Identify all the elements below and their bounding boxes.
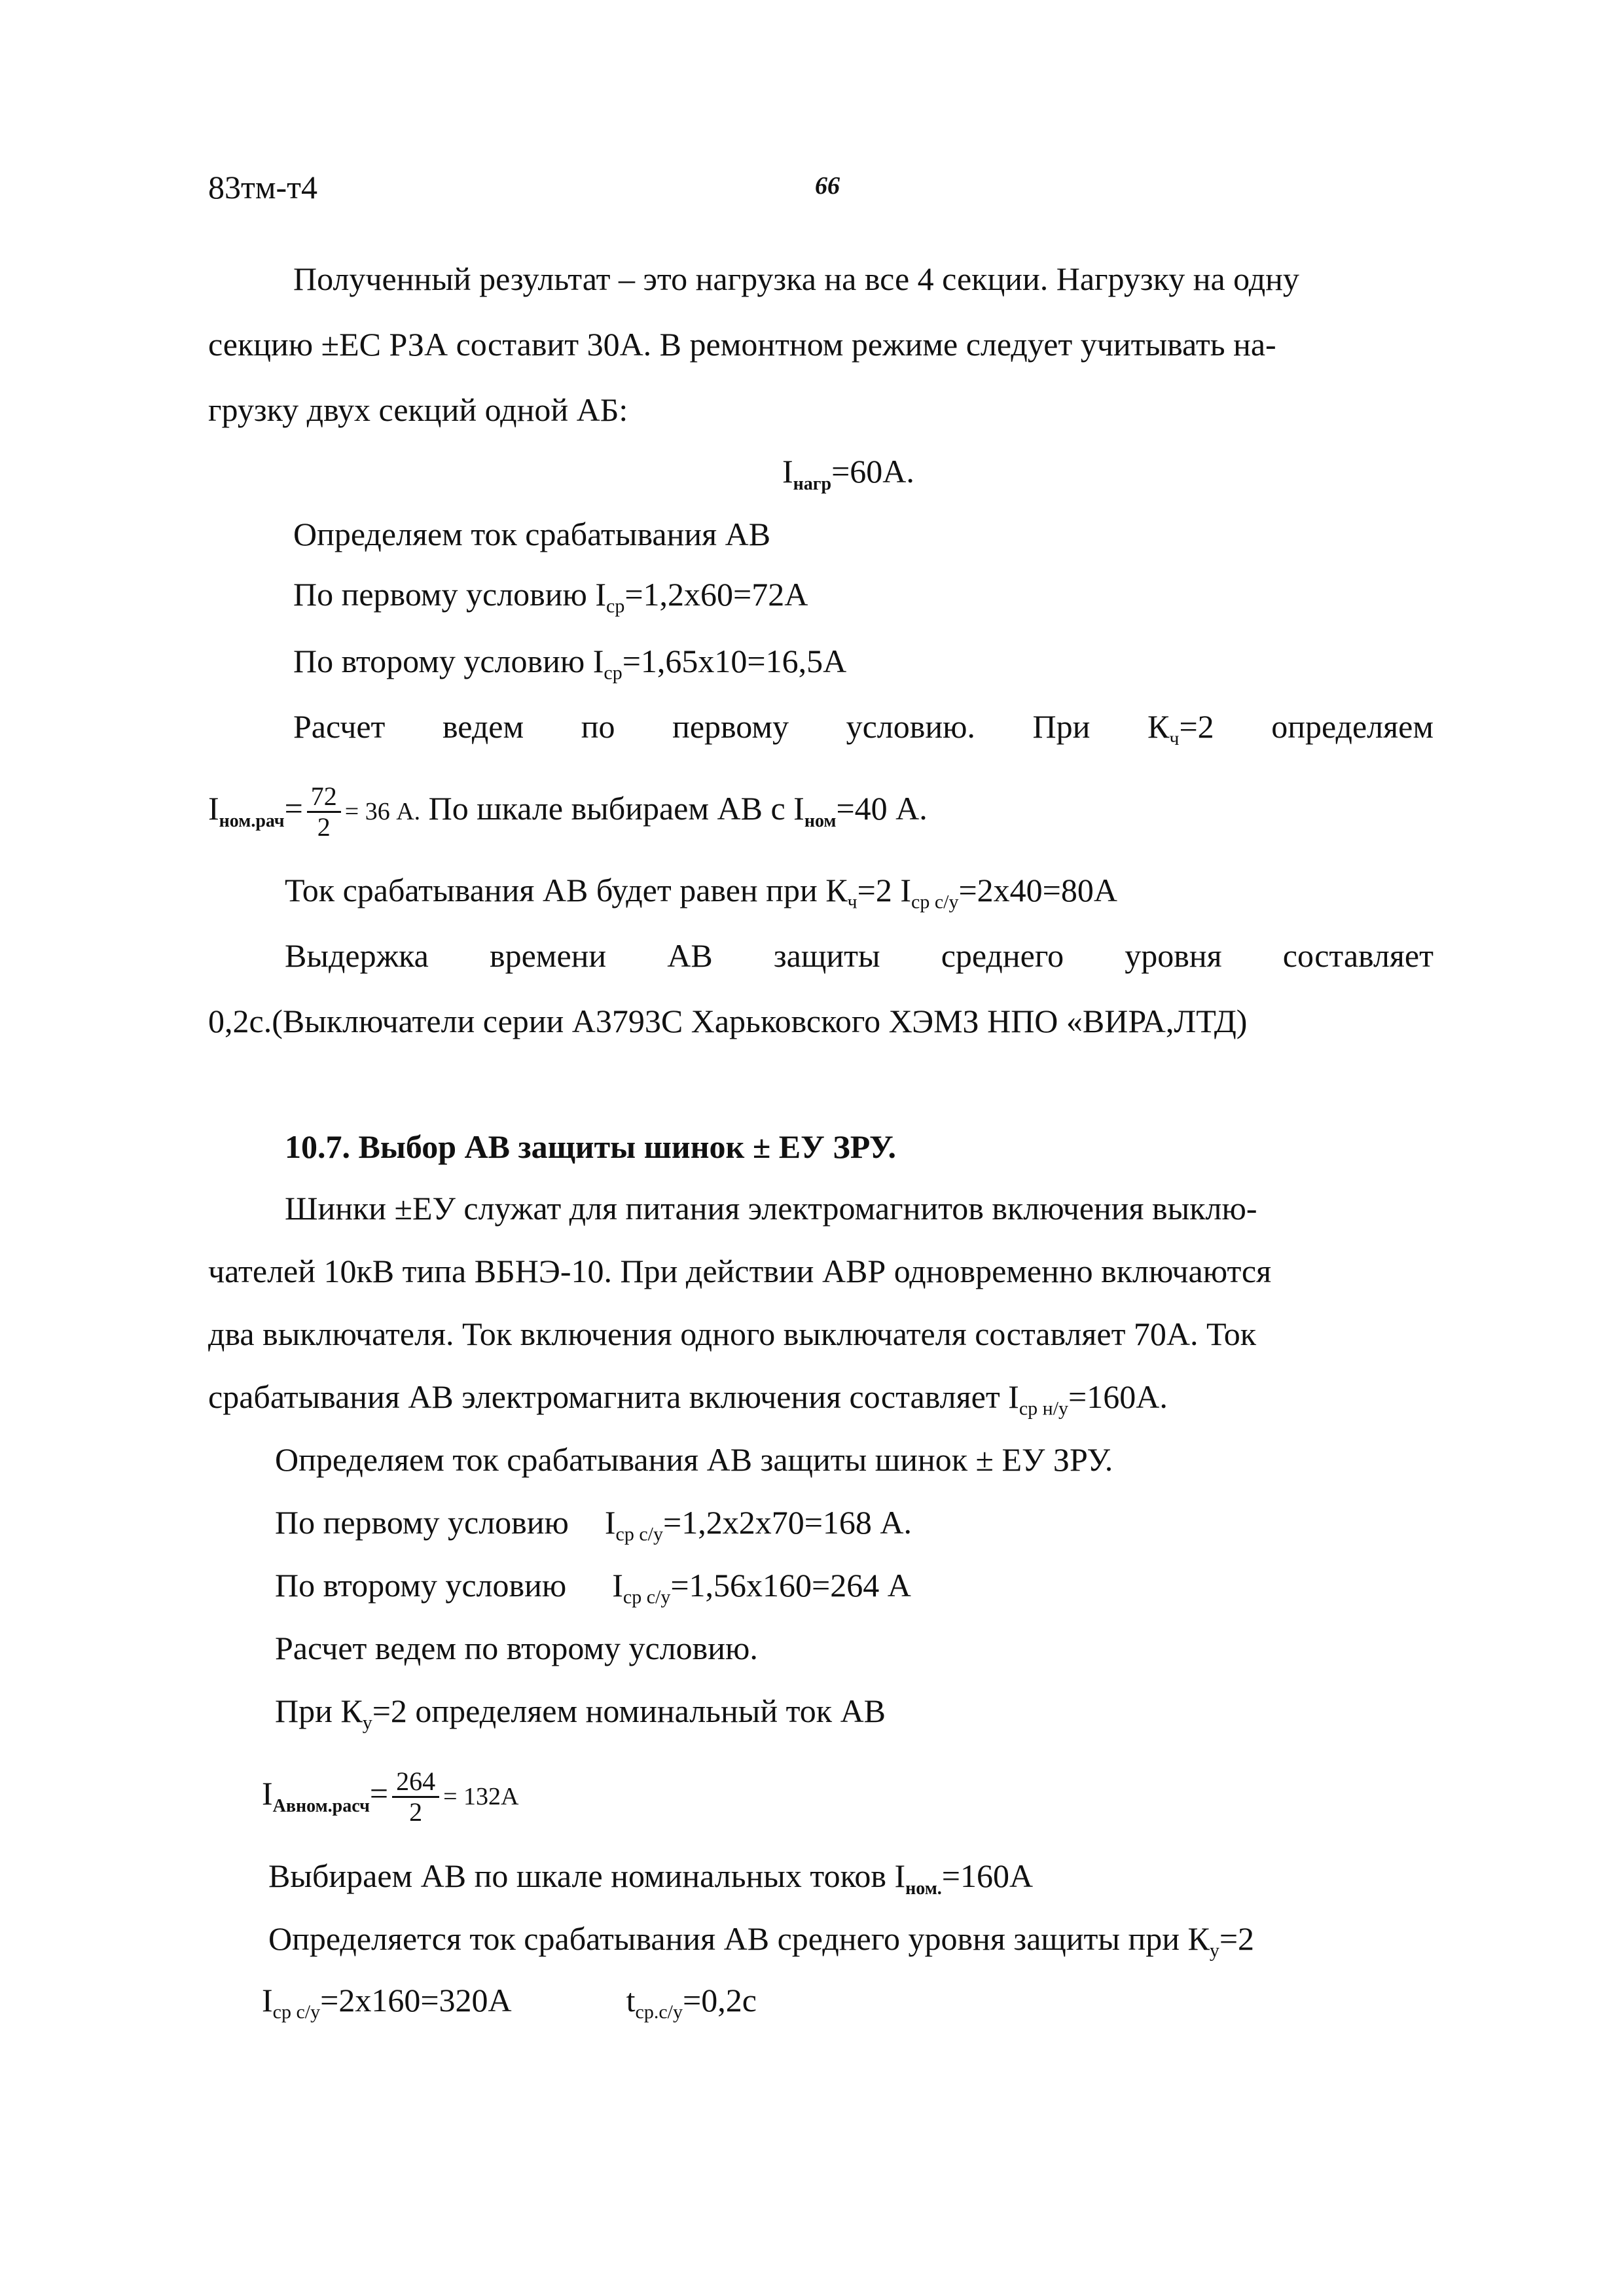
s-cond2-sym: I	[612, 1567, 623, 1604]
load-value: =60А.	[831, 453, 914, 490]
s-cond2-val: =1,56х160=264 А	[670, 1567, 911, 1604]
choose-post: =160А	[941, 1857, 1034, 1894]
delay-word: АВ	[667, 937, 713, 974]
k-line-pre: При К	[275, 1693, 363, 1729]
trip-k-sub: ч	[847, 891, 857, 913]
trip-post: =2х40=80А	[958, 872, 1117, 908]
choose-pre: Выбираем АВ по шкале номинальных токов I	[268, 1857, 906, 1894]
s-cond1-val: =1,2х2х70=168 А.	[663, 1504, 912, 1541]
section-para-line1: Шинки ±ЕУ служат для питания электромагнитов включения выклю-	[285, 1190, 1257, 1227]
section-para-line2: чателей 10кВ типа ВБНЭ-10. При действии АВР одновременно включаются	[208, 1253, 1272, 1289]
nom-fraction	[307, 782, 341, 842]
delay-word: Выдержка	[285, 937, 429, 974]
s-cond1-sym: I	[604, 1504, 616, 1541]
calc-word: определяем	[1271, 708, 1434, 745]
nom-result: = 36 А.	[344, 798, 421, 825]
load-sym: I	[782, 453, 793, 490]
final-i-sub: ср с/у	[272, 2001, 321, 2023]
para4-pre: срабатывания АВ электромагнита включения составляет I	[208, 1378, 1019, 1415]
av-sub: Авном.расч	[272, 1796, 370, 1817]
load-sub: нагр	[793, 474, 832, 495]
final-i-val: =2х160=320А	[320, 1982, 512, 2018]
k-value: =2	[1179, 708, 1214, 745]
condition2-line	[293, 641, 847, 684]
load-equation	[782, 452, 914, 495]
fraction-numerator: 264	[392, 1767, 439, 1798]
calc-word: первому	[672, 708, 789, 745]
delay-word: составляет	[1282, 937, 1434, 974]
page-number: 66	[815, 172, 840, 200]
k-sym: К	[1147, 708, 1170, 745]
determine-post: =2	[1219, 1920, 1255, 1957]
calc-word: При	[1032, 708, 1091, 745]
final-line	[262, 1981, 757, 2023]
calc-word: ведем	[442, 708, 524, 745]
condition1-line	[293, 575, 808, 617]
section-cond1-line	[275, 1503, 912, 1545]
section-para-line3: два выключателя. Ток включения одного выключателя составляет 70А. Ток	[208, 1316, 1257, 1352]
delay-word: защиты	[773, 937, 880, 974]
para1-line3: грузку двух секций одной АБ:	[208, 391, 628, 428]
calc-k: Кч=2	[1147, 708, 1214, 749]
av-fraction	[392, 1767, 439, 1827]
trip-mid: =2 I	[857, 872, 911, 908]
fraction-denominator: 2	[317, 812, 331, 842]
s-cond1-label: По первому условию	[275, 1504, 569, 1541]
calc-line	[293, 707, 1434, 749]
cond1-pre: По первому условию I	[293, 576, 607, 613]
delay-word: уровня	[1125, 937, 1222, 974]
section-para-line4	[208, 1377, 1168, 1420]
doc-code: 83тм-т4	[208, 169, 317, 206]
determine-sub: у	[1209, 1939, 1219, 1962]
fraction-denominator: 2	[409, 1797, 423, 1827]
final-t-val: =0,2с	[683, 1982, 757, 2018]
calc-word: условию.	[846, 708, 975, 745]
cond2-sub: ср	[604, 662, 623, 684]
calc2-line: Расчет ведем по второму условию.	[275, 1630, 758, 1666]
determine-pre: Определяется ток срабатывания АВ среднего уровня защиты при К	[268, 1920, 1210, 1957]
final-i-sym: I	[262, 1982, 273, 2018]
cond1-sub: ср	[606, 595, 625, 617]
delay-line	[285, 936, 1434, 975]
nom-eq: =	[284, 790, 303, 827]
trip-current-line	[285, 870, 1117, 913]
av-sym: I	[262, 1775, 273, 1812]
av-result: = 132А	[443, 1783, 519, 1810]
nom-sym: I	[208, 790, 219, 827]
k-line-post: =2 определяем номинальный ток АВ	[372, 1693, 886, 1729]
para1-line2: секцию ±ЕС РЗА составит 30А. В ремонтном режиме следует учитывать на-	[208, 326, 1276, 363]
delay-word: времени	[490, 937, 607, 974]
k-line-sub: у	[362, 1712, 372, 1734]
calc-word: по	[581, 708, 615, 745]
define2-line: Определяем ток срабатывания АВ защиты шинок ± ЕУ ЗРУ.	[275, 1441, 1113, 1478]
section-cond2-line	[275, 1566, 911, 1608]
delay-word: среднего	[941, 937, 1064, 974]
nom-text: По шкале выбираем АВ с I	[420, 790, 804, 827]
cond2-pre: По второму условию I	[293, 643, 604, 679]
nom-sub2: ном	[804, 811, 837, 832]
cond2-post: =1,65х10=16,5А	[622, 643, 847, 679]
cond1-post: =1,2х60=72А	[624, 576, 808, 613]
final-t-sym: t	[626, 1982, 636, 2018]
section-heading: 10.7. Выбор АВ защиты шинок ± ЕУ ЗРУ.	[285, 1128, 897, 1165]
nom-rest: =40 А.	[836, 790, 928, 827]
trip-pre: Ток срабатывания АВ будет равен при К	[285, 872, 848, 908]
nom-sub: ном.рач	[219, 811, 285, 832]
av-eq: =	[369, 1775, 389, 1812]
av-nominal-line	[262, 1754, 518, 1836]
s-cond2-label: По второму условию	[275, 1567, 567, 1604]
fraction-numerator: 72	[307, 782, 341, 813]
k-line	[275, 1691, 886, 1734]
choose-line	[268, 1856, 1034, 1899]
s-cond1-sub: ср с/у	[615, 1523, 664, 1545]
determine-line	[268, 1919, 1255, 1962]
para4-post: =160А.	[1068, 1378, 1168, 1415]
trip-i-sub: ср с/у	[911, 891, 959, 913]
s-cond2-sub: ср с/у	[623, 1586, 671, 1608]
delay-line2: 0,2с.(Выключатели серии А3793С Харьковского ХЭМЗ НПО «ВИРА,ЛТД)	[208, 1003, 1248, 1039]
para4-sub: ср н/у	[1019, 1397, 1069, 1420]
define-trip-line: Определяем ток срабатывания АВ	[293, 516, 771, 552]
nominal-calc-line	[208, 772, 928, 848]
final-t-sub: ср.с/у	[635, 2001, 683, 2023]
para1-line1: Полученный результат – это нагрузка на все 4 секции. Нагрузку на одну	[293, 260, 1299, 297]
choose-sub: ном.	[905, 1878, 942, 1899]
calc-word: Расчет	[293, 708, 386, 745]
